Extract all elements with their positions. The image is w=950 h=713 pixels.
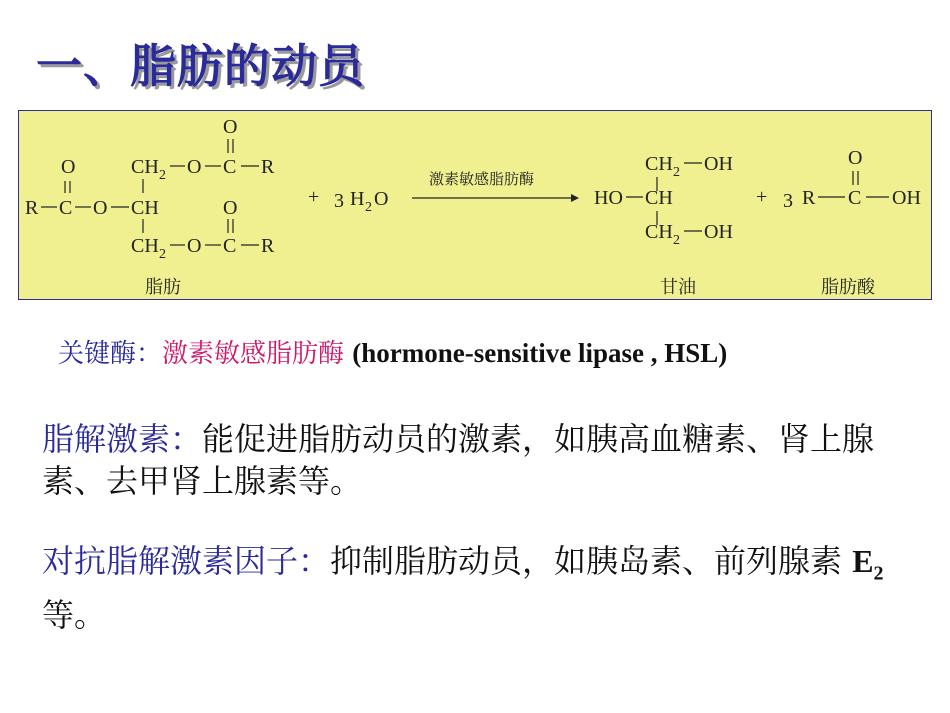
key-enzyme-line [58,336,918,371]
atom-C: C [223,156,237,178]
lipolytic-label: 脂解激素： [42,420,203,458]
atom-O: O [223,197,238,219]
antilipolytic-paragraph [42,540,922,636]
plus-sign: + [308,186,320,208]
atom-CH2: CH [645,221,673,243]
atom-R: R [261,235,275,257]
prostaglandin-e2 [852,543,884,585]
coefficient: 3 [783,190,793,212]
atom-OH: OH [892,187,921,209]
atom-O: O [223,116,238,138]
water-o: O [374,188,389,210]
e-letter: E [852,543,874,579]
subscript-2: 2 [159,247,166,262]
plus-sign: + [756,186,768,208]
glycerol-label: 甘油 [660,277,696,298]
fatty-acid-label: 脂肪酸 [821,277,875,298]
atom-R: R [261,156,275,178]
antilipolytic-end: 等。 [42,596,107,635]
atom-HO: HO [594,187,623,209]
arrow-enzyme-label: 激素敏感脂肪酶 [429,170,535,188]
atom-R: R [802,187,816,209]
subscript-2: 2 [673,233,680,248]
page-title: 一、脂肪的动员 [36,39,365,93]
lipolytic-text: 能促进脂肪动员的激素，如胰高血糖素、肾上腺素、去甲肾上腺素等。 [42,420,875,500]
atom-O: O [848,147,863,169]
atom-CH2: CH [645,153,673,175]
atom-O: O [187,156,202,178]
atom-CH2: CH [131,156,159,178]
atom-O: O [93,197,108,219]
coefficient: 3 [334,190,344,212]
atom-C: C [848,187,862,209]
reaction-diagram [19,111,933,301]
subscript-2: 2 [673,165,680,180]
reaction-equation-box [18,110,932,300]
atom-CH2: CH [131,235,159,257]
atom-CH: CH [131,197,159,219]
atom-OH: OH [704,221,733,243]
atom-C: C [223,235,237,257]
fat-label: 脂肪 [145,277,181,298]
water-h: H [350,188,365,210]
atom-CH: CH [645,187,673,209]
subscript-2: 2 [159,168,166,183]
e-subscript: 2 [873,562,884,585]
key-enzyme-english: (hormone-sensitive lipase , HSL) [352,338,728,368]
key-enzyme-value: 激素敏感脂肪酶 [162,339,345,369]
lipolytic-hormones-paragraph [42,418,922,502]
water-subscript: 2 [365,200,372,215]
antilipolytic-text: 抑制脂肪动员，如胰岛素、前列腺素 [330,542,843,580]
atom-O: O [61,156,76,178]
antilipolytic-label: 对抗脂解激素因子： [42,542,331,580]
atom-O: O [187,235,202,257]
key-enzyme-label: 关键酶： [58,339,163,369]
atom-C: C [59,197,73,219]
atom-OH: OH [704,153,733,175]
atom-R: R [25,197,39,219]
arrow-head-icon [571,194,579,202]
